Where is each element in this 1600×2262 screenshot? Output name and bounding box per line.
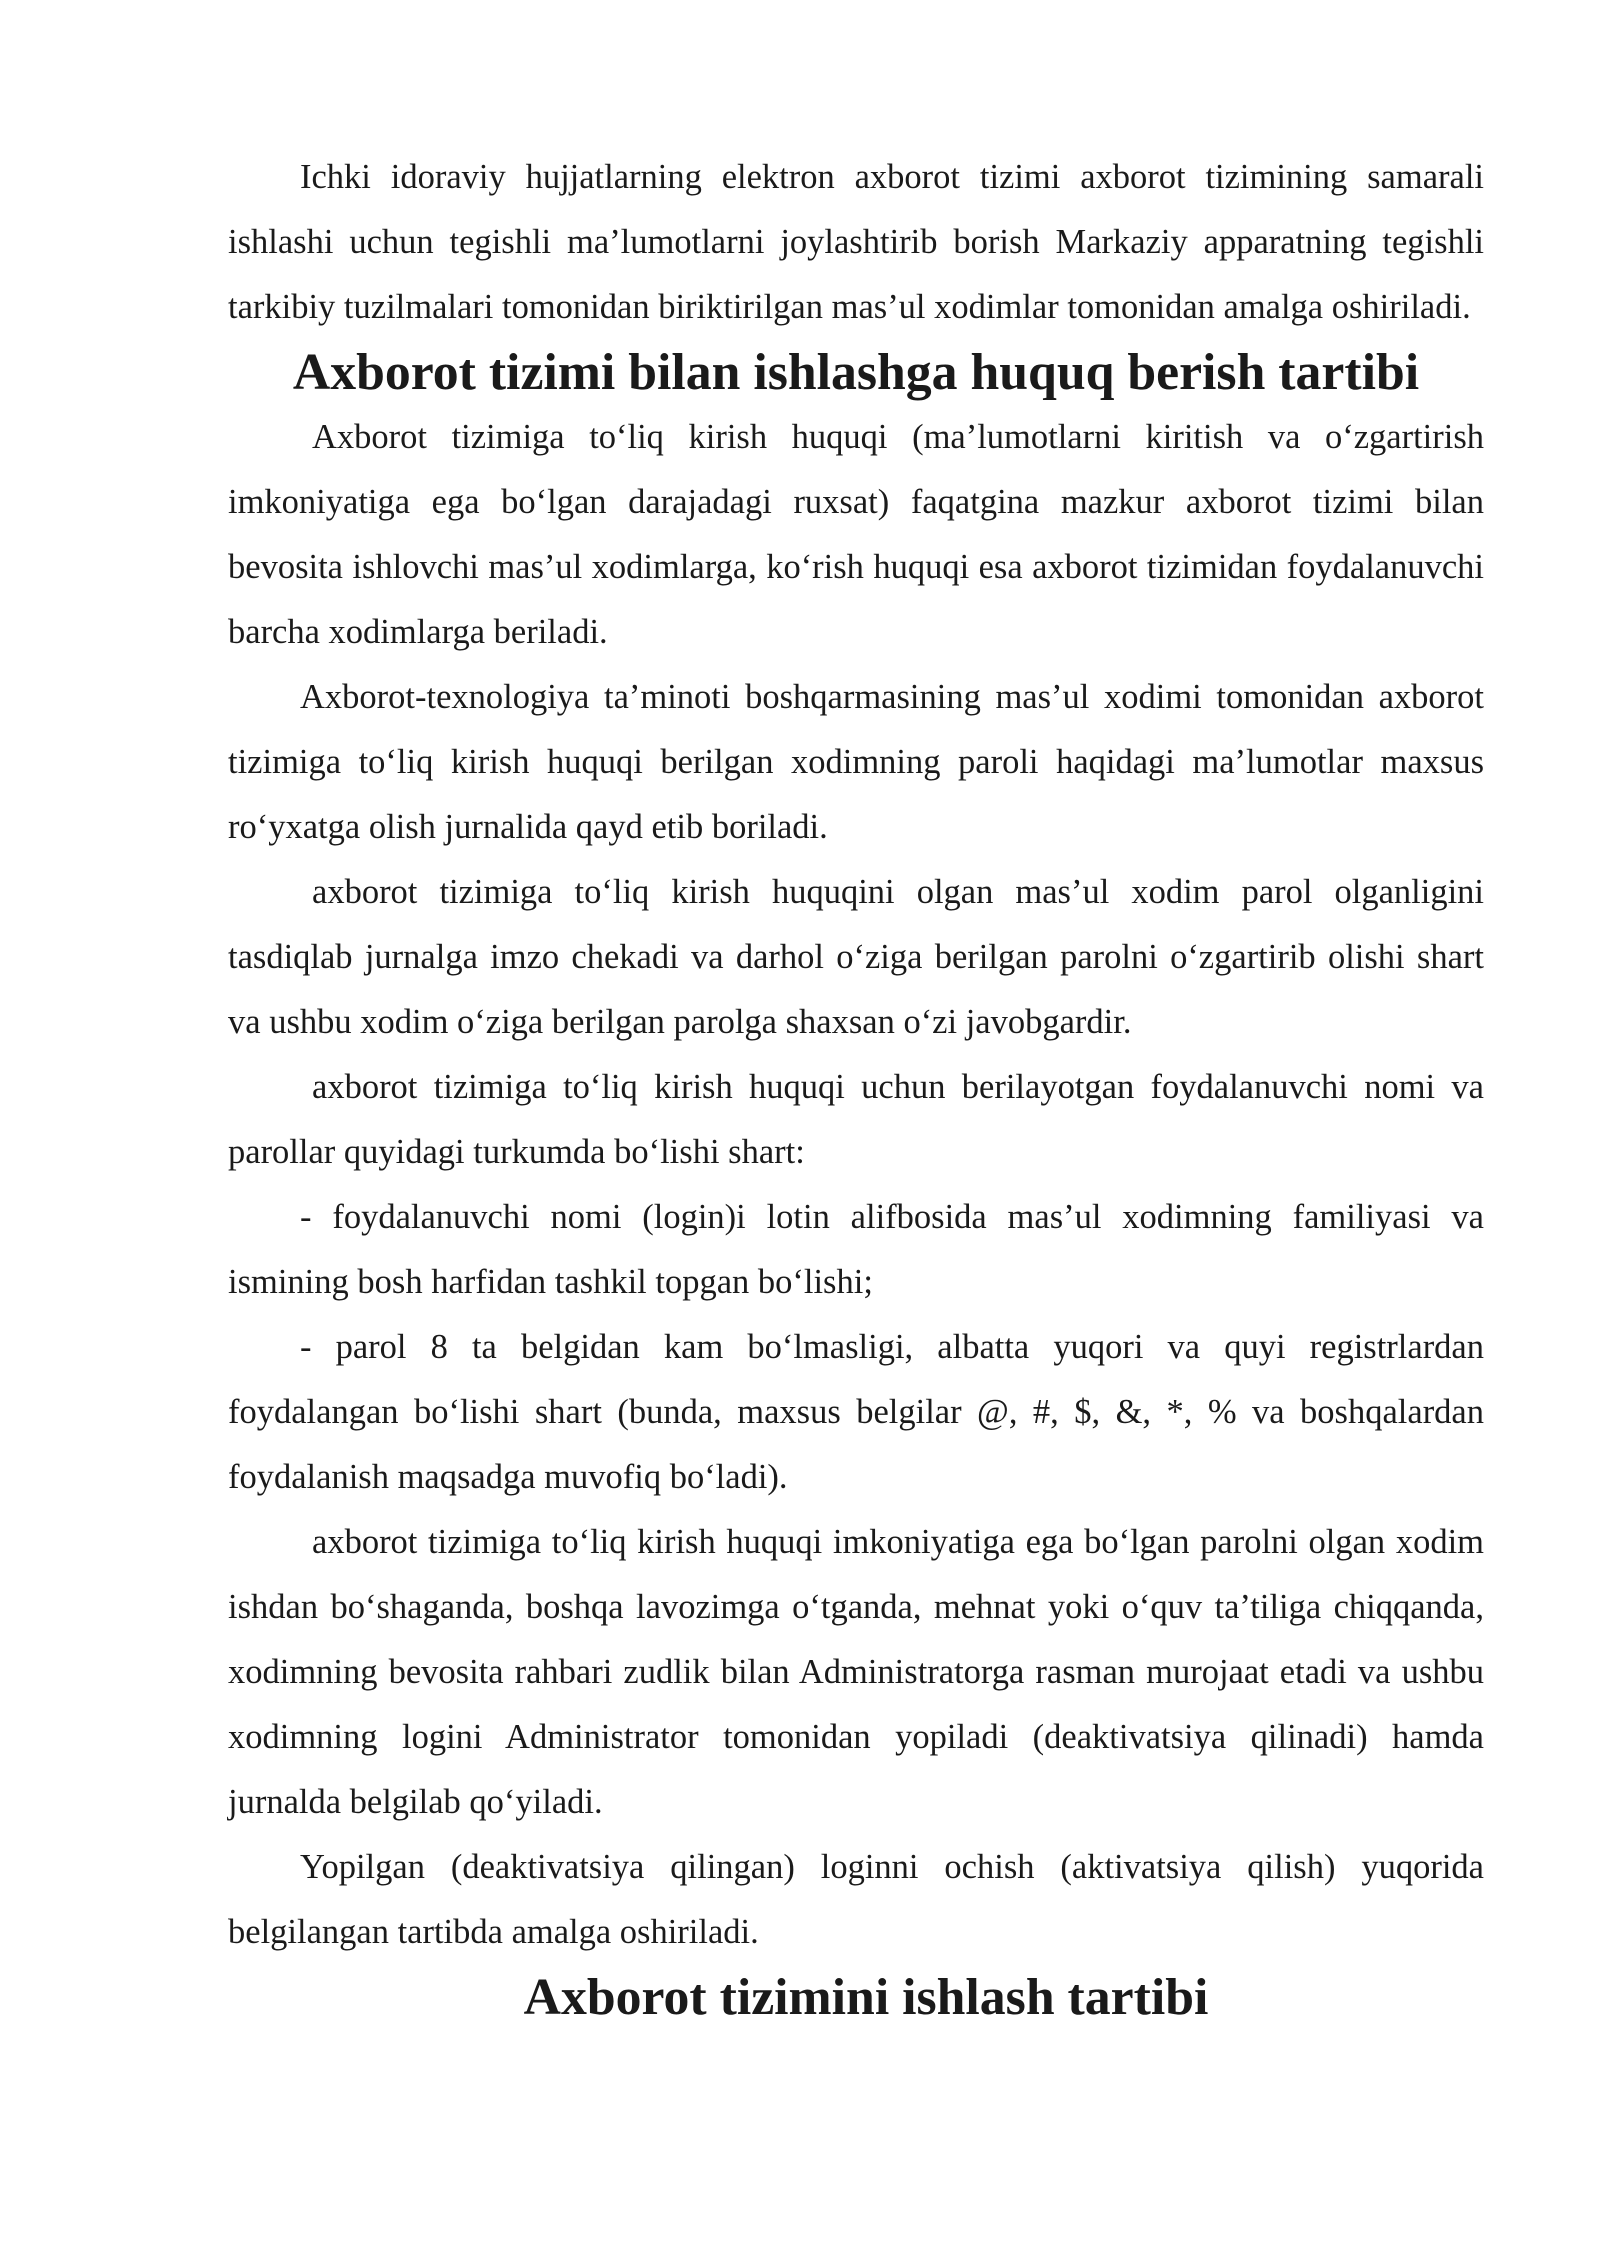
section-heading-access-rights: Axborot tizimi bilan ishlashga huquq berish tartibi xyxy=(292,344,1420,401)
paragraph-deactivation: axborot tizimiga to‘liq kirish huquqi imkoniyatiga ega bo‘lgan parolni olgan xodim ishdan bo‘shaganda, boshqa lavozimga o‘tganda, mehnat yoki o‘quv ta’tiliga chiqqanda, xodimning bevosita rahbari zudlik bilan Administratorga rasman murojaat etadi va ushbu xodimning logini Administrator tomonidan yopiladi (deaktivatsiya qilinadi) hamda jurnalda belgilab qo‘yiladi. xyxy=(228,1523,1484,1821)
paragraph-username-rules: axborot tizimiga to‘liq kirish huquqi uchun berilayotgan foydalanuvchi nomi va parollar quyidagi turkumda bo‘lishi shart: xyxy=(228,1068,1484,1171)
paragraph-signature: axborot tizimiga to‘liq kirish huquqini olgan mas’ul xodim parol olganligini tasdiqlab jurnalga imzo chekadi va darhol o‘ziga berilgan parolni o‘zgartirib olishi shart va ushbu xodim o‘ziga berilgan parolga shaxsan o‘zi javobgardir. xyxy=(228,873,1484,1041)
paragraph-intro: Ichki idoraviy hujjatlarning elektron axborot tizimi axborot tizimining samarali ishlashi uchun tegishli ma’lumotlarni joylashtirib borish Markaziy apparatning tegishli tarkibiy tuzilmalari tomonidan biriktirilgan mas’ul xodimlar tomonidan amalga oshiriladi. xyxy=(228,158,1484,326)
paragraph-full-access: Axborot tizimiga to‘liq kirish huquqi (ma’lumotlarni kiritish va o‘zgartirish imkoniyatiga ega bo‘lgan darajadagi ruxsat) faqatgina mazkur axborot tizimi bilan bevosita ishlovchi mas’ul xodimlarga, ko‘rish huquqi esa axborot tizimidan foydalanuvchi barcha xodimlarga beriladi. xyxy=(228,418,1484,651)
list-item-login-rule: - foydalanuvchi nomi (login)i lotin alifbosida mas’ul xodimning familiyasi va ismining bosh harfidan tashkil topgan bo‘lishi; xyxy=(228,1198,1484,1301)
section-heading-operation-order: Axborot tizimini ishlash tartibi xyxy=(523,1969,1209,2026)
list-item-password-rule: - parol 8 ta belgidan kam bo‘lmasligi, albatta yuqori va quyi registrlardan foydalangan bo‘lishi shart (bunda, maxsus belgilar @, #, $, &, *, % va boshqalardan foydalanish maqsadga muvofiq bo‘ladi). xyxy=(228,1328,1484,1496)
document-page xyxy=(228,145,1484,2030)
paragraph-password-journal: Axborot-texnologiya ta’minoti boshqarmasining mas’ul xodimi tomonidan axborot tizimiga to‘liq kirish huquqi berilgan xodimning paroli haqidagi ma’lumotlar maxsus ro‘yxatga olish jurnalida qayd etib boriladi. xyxy=(228,678,1484,846)
paragraph-reactivation: Yopilgan (deaktivatsiya qilingan) loginni ochish (aktivatsiya qilish) yuqorida belgilangan tartibda amalga oshiriladi. xyxy=(228,1848,1484,1951)
